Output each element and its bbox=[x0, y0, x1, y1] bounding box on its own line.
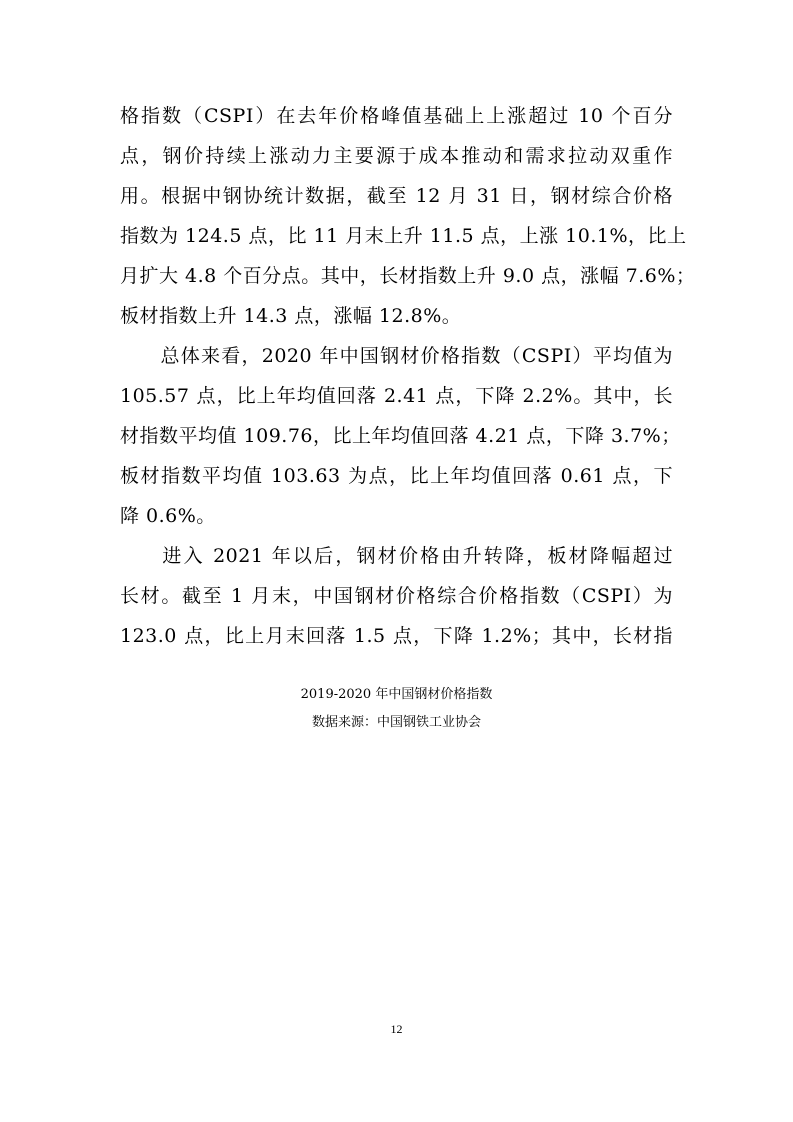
figure-title: 2019-2020 年中国钢材价格指数 bbox=[300, 687, 493, 702]
text-line: 用。根据中钢协统计数据，截至 12 月 31 日，钢材综合价格 bbox=[120, 185, 673, 207]
text-line: 点，钢价持续上涨动力主要源于成本推动和需求拉动双重作 bbox=[120, 145, 673, 167]
text-line: 板材指数上升 14.3 点，涨幅 12.8%。 bbox=[120, 305, 462, 327]
text-line: 105.57 点，比上年均值回落 2.41 点，下降 2.2%。其中，长 bbox=[120, 385, 673, 407]
text-line: 指数为 124.5 点，比 11 月末上升 11.5 点，上涨 10.1%，比上 bbox=[120, 225, 687, 247]
text-line: 进入 2021 年以后，钢材价格由升转降，板材降幅超过 bbox=[120, 545, 673, 567]
figure-source: 数据来源：中国钢铁工业协会 bbox=[311, 715, 481, 730]
text-line: 月扩大 4.8 个百分点。其中，长材指数上升 9.0 点，涨幅 7.6%； bbox=[120, 265, 696, 287]
text-line: 材指数平均值 109.76，比上年均值回落 4.21 点，下降 3.7%； bbox=[120, 425, 681, 447]
text-line: 总体来看，2020 年中国钢材价格指数（CSPI）平均值为 bbox=[120, 345, 673, 367]
text-line: 长材。截至 1 月末，中国钢材价格综合价格指数（CSPI）为 bbox=[120, 585, 673, 607]
text-line: 123.0 点，比上月末回落 1.5 点，下降 1.2%；其中，长材指 bbox=[120, 625, 673, 647]
body-text bbox=[120, 96, 696, 656]
text-line: 降 0.6%。 bbox=[120, 505, 216, 527]
page-number: 12 bbox=[390, 1022, 403, 1036]
text-line: 格指数（CSPI）在去年价格峰值基础上上涨超过 10 个百分 bbox=[120, 105, 673, 127]
text-line: 板材指数平均值 103.63 为点，比上年均值回落 0.61 点，下 bbox=[120, 465, 673, 487]
